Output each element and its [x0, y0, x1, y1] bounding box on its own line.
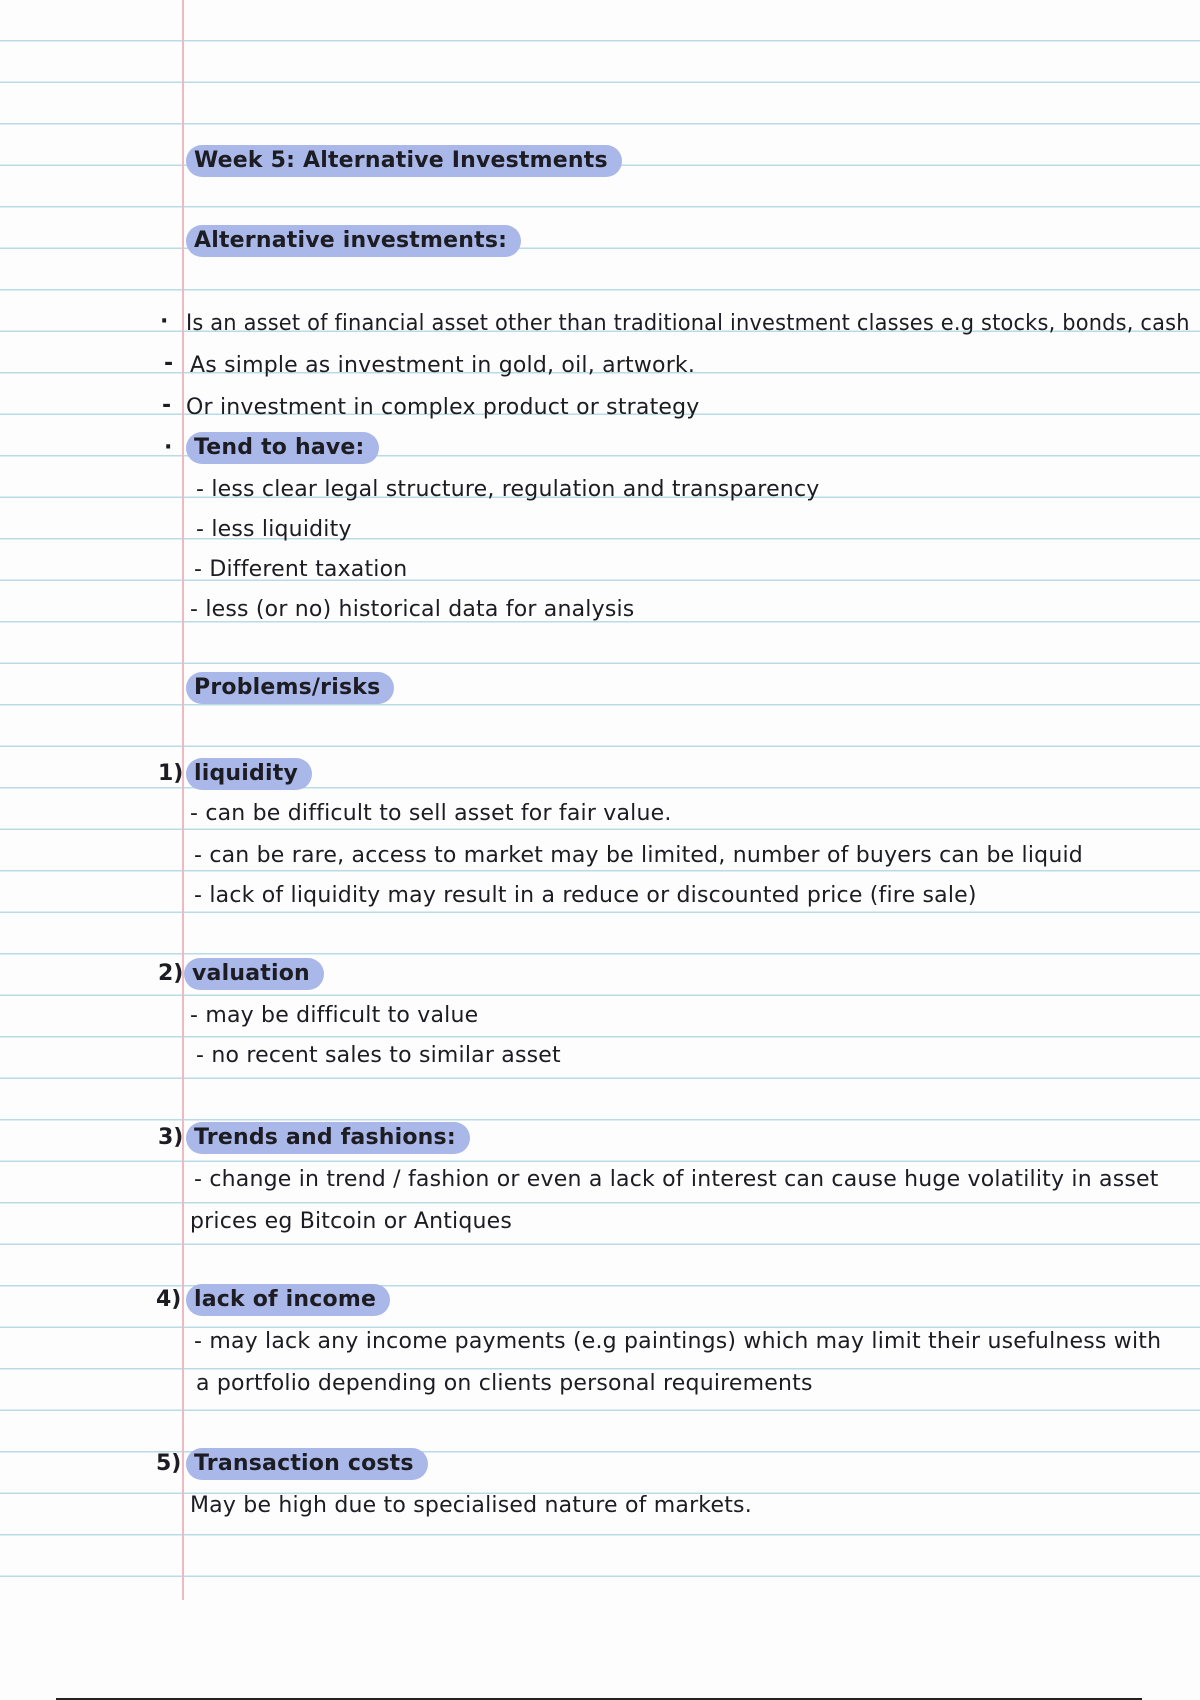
- tend-heading-row: [186, 432, 379, 464]
- problem-heading-valuation: valuation: [184, 958, 324, 990]
- problem-line: - can be rare, access to market may be limited, number of buyers can be liquid: [194, 843, 1083, 868]
- problems-heading-row: [186, 672, 394, 704]
- margin-line: [182, 0, 184, 1600]
- problem-number: 5): [156, 1451, 182, 1476]
- bullet-dot: -: [164, 351, 174, 376]
- problem-number: 3): [158, 1125, 184, 1150]
- problem-heading-liquidity: liquidity: [186, 758, 312, 790]
- problem-heading-income: lack of income: [186, 1284, 390, 1316]
- tend-item: - less (or no) historical data for analysis: [190, 597, 635, 622]
- problem-heading-row: [186, 1284, 390, 1316]
- problem-line: prices eg Bitcoin or Antiques: [190, 1209, 513, 1234]
- problem-heading-row: [186, 758, 312, 790]
- problem-number: 1): [158, 761, 184, 786]
- bullet-dot: ·: [160, 309, 169, 334]
- bullet-dot: -: [162, 393, 172, 418]
- problem-line: - no recent sales to similar asset: [196, 1043, 561, 1068]
- bullet-item: Is an asset of financial asset other than traditional investment classes e.g stocks, bonds, cash: [186, 311, 1190, 336]
- problem-number: 4): [156, 1287, 182, 1312]
- problem-line: May be high due to specialised nature of markets.: [190, 1493, 752, 1518]
- alt-heading-row: [186, 225, 521, 257]
- bullet-item: As simple as investment in gold, oil, artwork.: [190, 353, 696, 378]
- problem-heading-row: [184, 958, 324, 990]
- problem-line: - lack of liquidity may result in a reduce or discounted price (fire sale): [194, 883, 977, 908]
- problem-heading-row: [186, 1122, 470, 1154]
- bullet-item: Or investment in complex product or strategy: [186, 395, 700, 420]
- problem-line: - may be difficult to value: [190, 1003, 479, 1028]
- problem-line: - can be difficult to sell asset for fair value.: [190, 801, 672, 826]
- problems-heading: Problems/risks: [186, 672, 394, 704]
- problem-heading-trends: Trends and fashions:: [186, 1122, 470, 1154]
- problem-heading-row: [186, 1448, 428, 1480]
- problem-line: a portfolio depending on clients personal requirements: [196, 1371, 813, 1396]
- tend-heading: Tend to have:: [186, 432, 379, 464]
- tend-item: - less clear legal structure, regulation and transparency: [196, 477, 820, 502]
- problem-heading-transaction-costs: Transaction costs: [186, 1448, 428, 1480]
- page-title: Week 5: Alternative Investments: [186, 145, 622, 177]
- tend-item: - Different taxation: [194, 557, 408, 582]
- problem-line: - may lack any income payments (e.g paintings) which may limit their usefulness with: [194, 1329, 1162, 1354]
- tend-item: - less liquidity: [196, 517, 352, 542]
- page-title-row: [186, 145, 622, 177]
- bullet-dot: ·: [164, 435, 173, 460]
- section-heading-alternative: Alternative investments:: [186, 225, 521, 257]
- problem-number: 2): [158, 961, 184, 986]
- problem-line: - change in trend / fashion or even a lack of interest can cause huge volatility in asset: [194, 1167, 1159, 1192]
